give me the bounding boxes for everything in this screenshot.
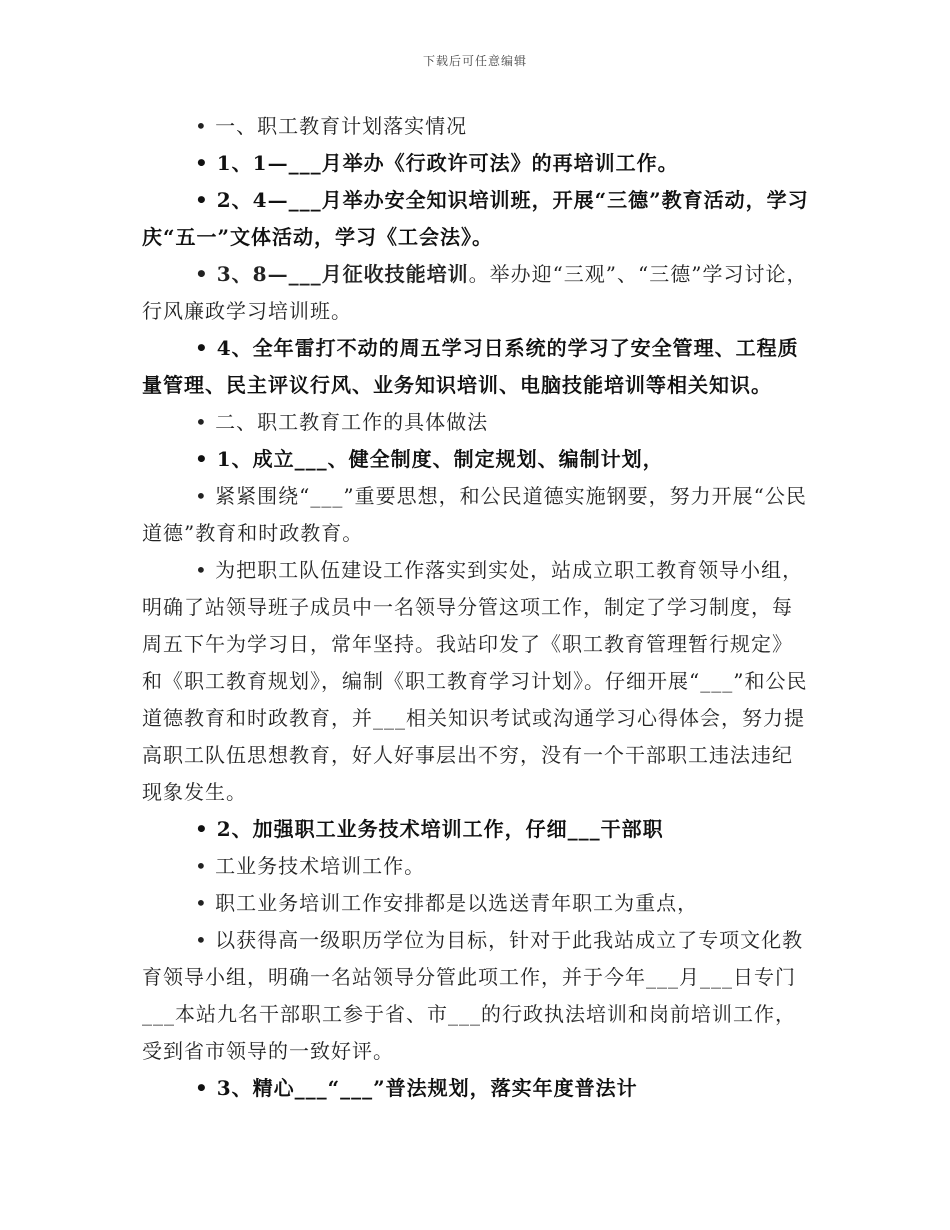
paragraph-item-2-2: • 2、加强职工业务技术培训工作，仔细___干部职 (195, 817, 664, 841)
paragraph-body-5: • 以获得高一级职历学位为目标，针对于此我站成立了专项文化教育领导小组，明确一名站领导分管此项工作，并于今年___月___日专门___本站九名干部职工参于省、市___的行政执法培训和岗前培训工作，受到省市领导的一致好评。 (142, 928, 804, 1063)
paragraph-item-1-3-bold: • 3、8—___月征收技能培训 (195, 262, 469, 286)
paragraph-item-1-1: • 1、1—___月举办《行政许可法》的再培训工作。 (195, 151, 679, 175)
paragraph-item-1-3 (142, 256, 812, 330)
paragraph-item-1-2: • 2、4—___月举办安全知识培训班，开展“三德”教育活动，学习庆“五一”文体活动，学习《工会法》。 (142, 188, 809, 249)
section-heading-2: • 二、职工教育工作的具体做法 (195, 410, 489, 434)
paragraph-item-2-3: • 3、精心___“___”普法规划，落实年度普法计 (195, 1076, 638, 1100)
paragraph-body-1: • 紧紧围绕“___”重要思想，和公民道德实施钢要，努力开展“公民道德”教育和时政教育。 (142, 484, 807, 545)
section-heading-1: • 一、职工教育计划落实情况 (195, 114, 468, 138)
page-header: 下载后可任意编辑 (422, 54, 527, 68)
paragraph-body-4: • 职工业务培训工作安排都是以选送青年职工为重点， (195, 891, 699, 915)
paragraph-item-1-3-rest: 。举办迎“三观”、“三德”学习讨论，行风廉政学习培训班。 (142, 262, 808, 323)
paragraph-item-2-1: • 1、成立___、健全制度、制定规划、编制计划， (195, 447, 664, 471)
paragraph-item-1-4: • 4、全年雷打不动的周五学习日系统的学习了安全管理、工程质量管理、民主评议行风、业务知识培训、电脑技能培训等相关知识。 (142, 336, 799, 397)
document-body (142, 108, 812, 1107)
paragraph-body-2: • 为把职工队伍建设工作落实到实处，站成立职工教育领导小组，明确了站领导班子成员中一名领导分管这项工作，制定了学习制度，每周五下午为学习日，常年坚持。我站印发了《职工教育管理暂行规定》和《职工教育规划》，编制《职工教育学习计划》。仔细开展“___”和公民道德教育和时政教育，并___相关知识考试或沟通学习心得体会，努力提高职工队伍思想教育，好人好事层出不穷，没有一个干部职工违法违纪现象发生。 (142, 558, 808, 804)
paragraph-body-3: • 工业务技术培训工作。 (195, 854, 426, 878)
